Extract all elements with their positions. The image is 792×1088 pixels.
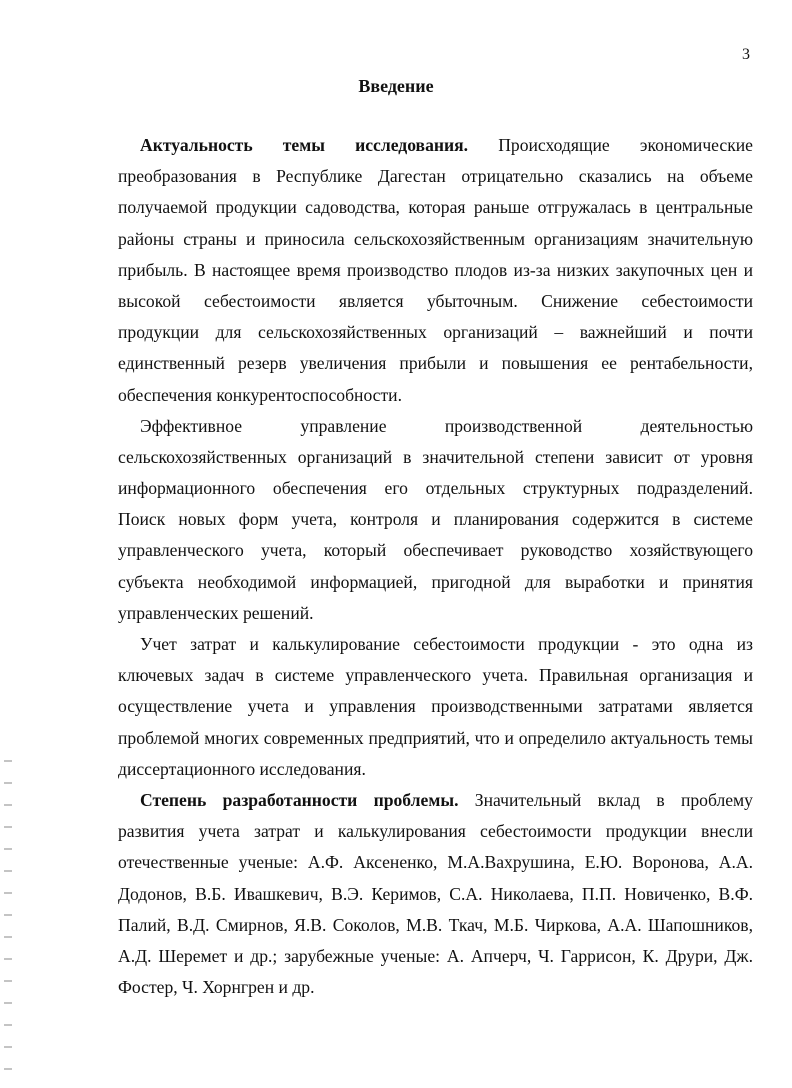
- text-line: Актуальность темы исследования. Происходящие экономические: [140, 135, 753, 155]
- section-lead: Актуальность темы исследования.: [140, 135, 469, 155]
- text-line: получаемой продукции садоводства, которая раньше отгружалась в центральные: [118, 197, 753, 218]
- section-lead: Степень разработанности проблемы.: [140, 789, 459, 810]
- text-line: ключевых задач в системе управленческого учета. Правильная организация и: [118, 665, 753, 686]
- text-line: Палий, В.Д. Смирнов, Я.В. Соколов, М.В. Ткач, М.Б. Чиркова, А.А. Шапошников,: [118, 914, 753, 935]
- text-line: развития учета затрат и калькулирования себестоимости продукции внесли: [118, 821, 753, 842]
- text-line: Эффективное управление производственной деятельностью: [140, 415, 753, 436]
- text-line: А.Д. Шеремет и др.; зарубежные ученые: А. Апчерч, Ч. Гаррисон, К. Друри, Дж.: [118, 945, 753, 966]
- document-body: [118, 130, 753, 1003]
- page-number: 3: [742, 46, 750, 63]
- paragraph-management: [118, 411, 753, 629]
- paragraph-relevance: [118, 130, 753, 411]
- text-line: Учет затрат и калькулирование себестоимости продукции - это одна из: [140, 634, 753, 654]
- text-line: Фостер, Ч. Хорнгрен и др.: [118, 977, 315, 998]
- text-line: сельскохозяйственных организаций в значительной степени зависит от уровня: [118, 446, 753, 467]
- paragraph-research-degree: [118, 785, 753, 1003]
- text-line: высокой себестоимости является убыточным. Снижение себестоимости: [118, 290, 753, 311]
- text-line: Степень разработанности проблемы. Значительный вклад в проблему: [140, 789, 753, 810]
- paragraph-cost-accounting: [118, 629, 753, 785]
- text-line: диссертационного исследования.: [118, 758, 366, 779]
- text-line: Додонов, В.Б. Ивашкевич, В.Э. Керимов, С.А. Николаева, П.П. Новиченко, В.Ф.: [118, 883, 753, 904]
- text-line: преобразования в Республике Дагестан отрицательно сказались на объеме: [118, 166, 753, 187]
- text-line: проблемой многих современных предприятий, что и определило актуальность темы: [118, 727, 753, 748]
- text-line: осуществление учета и управления производственными затратами является: [118, 696, 753, 717]
- text-line: отечественные ученые: А.Ф. Аксененко, М.А.Вахрушина, Е.Ю. Воронова, А.А.: [118, 852, 753, 873]
- text-line: прибыль. В настоящее время производство плодов из-за низких закупочных цен и: [118, 259, 753, 280]
- text-line: субъекта необходимой информацией, пригодной для выработки и принятия: [118, 571, 753, 592]
- text-line: обеспечения конкурентоспособности.: [118, 384, 402, 405]
- text-line: управленческого учета, который обеспечивает руководство хозяйствующего: [118, 540, 753, 561]
- text-line: Поиск новых форм учета, контроля и планирования содержится в системе: [118, 509, 753, 530]
- text-line: информационного обеспечения его отдельных структурных подразделений.: [118, 478, 753, 499]
- text-line: районы страны и приносила сельскохозяйственным организациям значительную: [118, 228, 753, 249]
- scan-margin-marks: [4, 760, 12, 1080]
- text-line: продукции для сельскохозяйственных организаций – важнейший и почти: [118, 322, 753, 343]
- text-line: управленческих решений.: [118, 602, 314, 623]
- text-line: единственный резерв увеличения прибыли и повышения ее рентабельности,: [118, 353, 753, 374]
- page-title: Введение: [358, 76, 434, 96]
